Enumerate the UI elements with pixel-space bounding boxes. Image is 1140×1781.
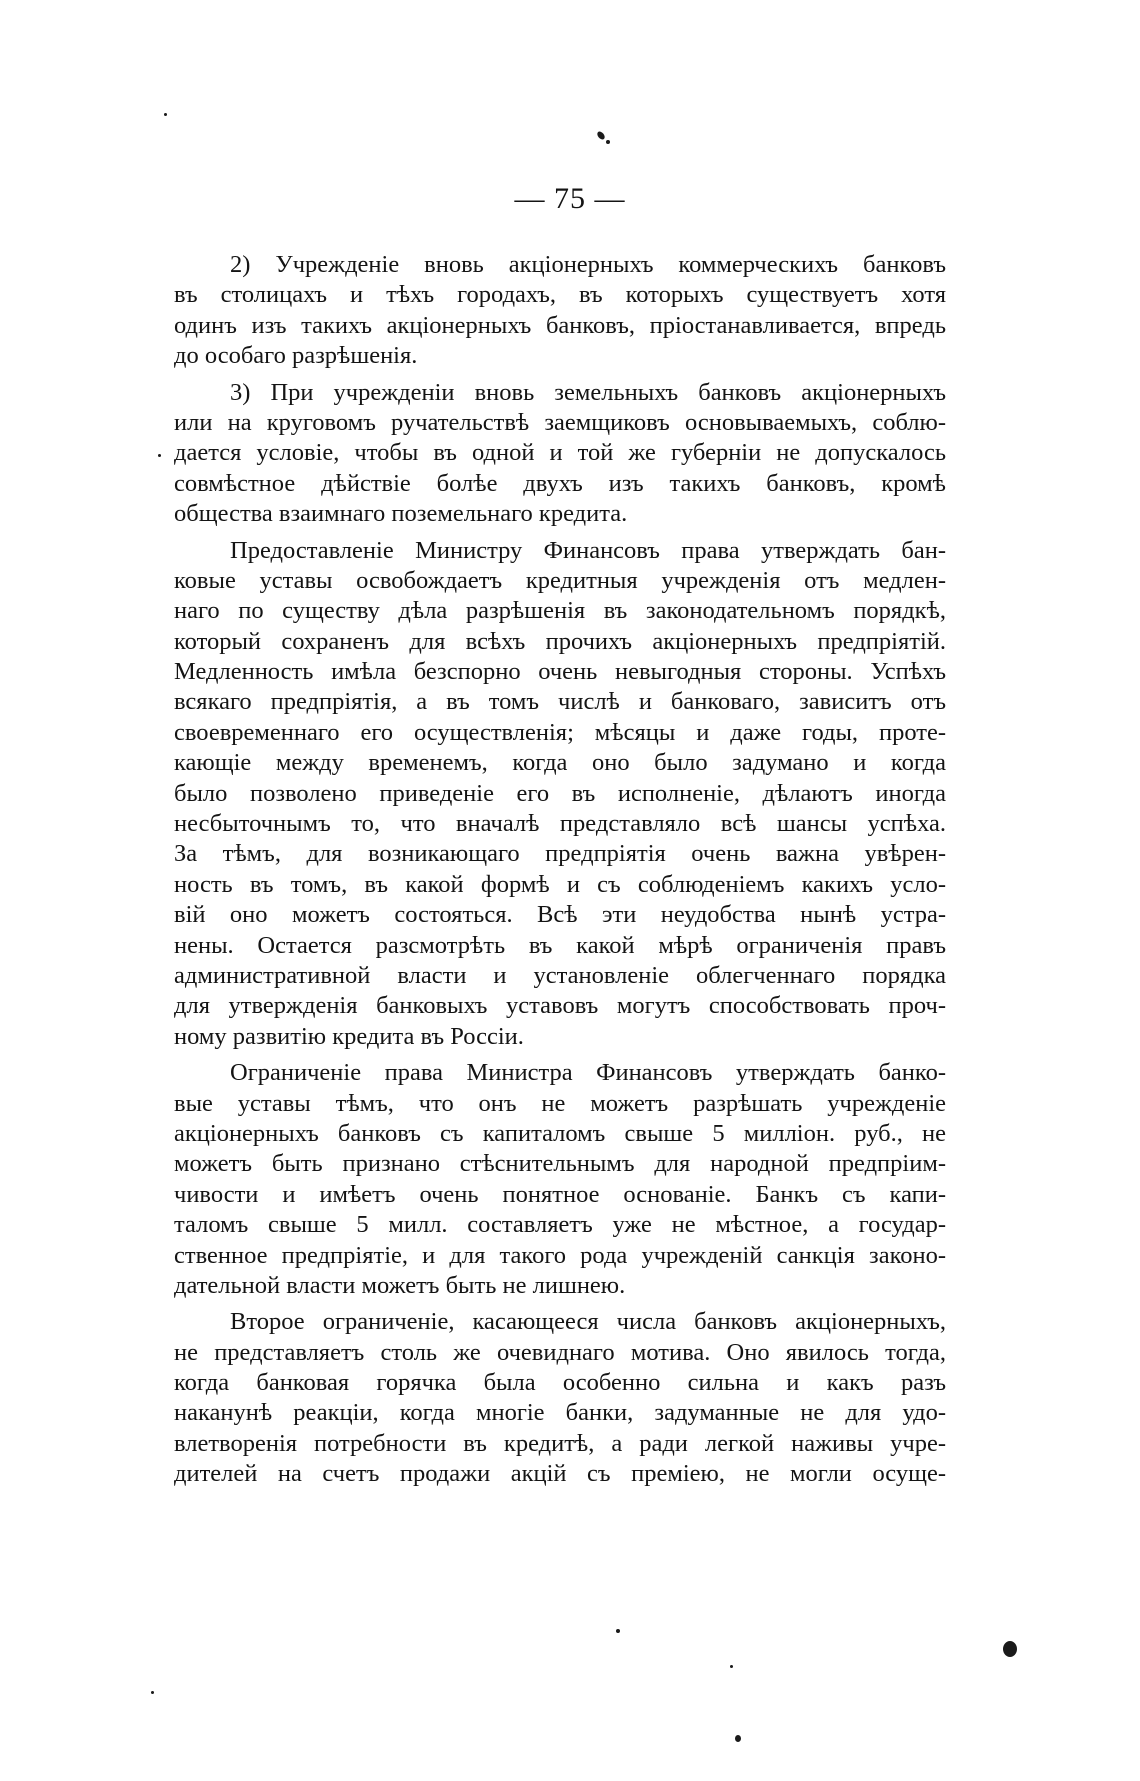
ink-speck [158, 454, 161, 457]
text-line: вые уставы тѣмъ, что онъ не можетъ разрѣшать учрежденіе [174, 1089, 946, 1117]
text-line: 2) Учрежденіе вновь акціонерныхъ коммерческихъ банковъ [230, 251, 946, 278]
text-line: дательной власти можетъ быть не лишнею. [174, 1271, 626, 1299]
ink-speck [616, 1629, 620, 1633]
text-line: Ограниченіе права Министра Финансовъ утверждать банко- [230, 1059, 946, 1087]
text-line: 3) При учрежденіи вновь земельныхъ банковъ акціонерныхъ [230, 378, 946, 406]
text-line: всякаго предпріятія, а въ томъ числѣ и банковаго, зависитъ отъ [174, 688, 946, 716]
text-line: своевременнаго его осуществленія; мѣсяцы и даже годы, проте- [174, 718, 946, 746]
text-line: не представляетъ столь же очевиднаго мотива. Оно явилось тогда, [174, 1338, 946, 1366]
text-line: наканунѣ реакціи, когда многіе банки, задуманные не для удо- [174, 1399, 946, 1427]
text-line: чивости и имѣетъ очень понятное основаніе. Банкъ съ капи- [174, 1180, 946, 1208]
ink-speck [164, 113, 167, 116]
text-line: Медленность имѣла безспорно очень невыгодныя стороны. Успѣхъ [174, 658, 946, 686]
page-number: — 75 — [514, 182, 626, 215]
text-line: вій оно можетъ состояться. Всѣ эти неудобства нынѣ устра- [174, 901, 946, 929]
text-line: нены. Остается разсмотрѣть въ какой мѣрѣ ограниченія правъ [174, 931, 946, 959]
paragraph [174, 536, 946, 1053]
paragraph [174, 1307, 946, 1489]
paragraph [174, 1058, 946, 1301]
text-line: было позволено приведеніе его въ исполненіе, дѣлаютъ иногда [174, 779, 946, 807]
text-line: или на круговомъ ручательствѣ заемщиковъ основываемыхъ, соблю- [174, 408, 946, 436]
ink-speck [151, 1691, 154, 1694]
text-line: Предоставленіе Министру Финансовъ права утверждать бан- [230, 536, 946, 564]
text-line: для утвержденія банковыхъ уставовъ могутъ способствовать проч- [174, 992, 946, 1020]
body-text [174, 250, 946, 1490]
text-line: несбыточнымъ то, что вначалѣ представляло всѣ шансы успѣха. [174, 810, 946, 838]
paragraph [174, 250, 946, 372]
paragraph [174, 378, 946, 530]
ink-speck [596, 130, 606, 141]
text-line: общества взаимнаго поземельнаго кредита. [174, 500, 628, 528]
text-line: ность въ томъ, въ какой формѣ и съ соблюденіемъ какихъ усло- [174, 870, 946, 898]
text-line: ному развитію кредита въ Россіи. [174, 1022, 524, 1050]
text-line: таломъ свыше 5 милл. составляетъ уже не мѣстное, а государ- [174, 1211, 946, 1239]
text-line: до особаго разрѣшенія. [174, 342, 418, 370]
ink-speck [735, 1735, 741, 1742]
text-line: административной власти и установленіе облегченнаго порядка [174, 961, 946, 989]
text-line: наго по существу дѣла разрѣшенія въ законодательномъ порядкѣ, [174, 597, 946, 625]
text-line: дается условіе, чтобы въ одной и той же губерніи не допускалось [174, 439, 946, 467]
text-line: одинъ изъ такихъ акціонерныхъ банковъ, пріостанавливается, впредь [174, 311, 946, 339]
text-line: ковые уставы освобождаетъ кредитныя учрежденія отъ медлен- [174, 566, 946, 594]
text-line: ственное предпріятіе, и для такого рода учрежденій санкція законо- [174, 1241, 946, 1269]
text-line: кающіе между временемъ, когда оно было задумано и когда [174, 749, 946, 777]
text-line: акціонерныхъ банковъ съ капиталомъ свыше 5 милліон. руб., не [174, 1119, 946, 1147]
text-line: въ столицахъ и тѣхъ городахъ, въ которыхъ существуетъ хотя [174, 281, 946, 309]
text-line: совмѣстное дѣйствіе болѣе двухъ изъ такихъ банковъ, кромѣ [174, 469, 946, 497]
ink-speck [606, 140, 610, 144]
ink-speck [1003, 1641, 1017, 1657]
text-line: можетъ быть признано стѣснительнымъ для народной предпріим- [174, 1150, 946, 1178]
text-line: дителей на счетъ продажи акцій съ преміею, не могли осуще- [174, 1460, 946, 1488]
ink-speck [730, 1665, 733, 1668]
text-line: когда банковая горячка была особенно сильна и какъ разъ [174, 1369, 946, 1397]
text-line: который сохраненъ для всѣхъ прочихъ акціонерныхъ предпріятій. [174, 627, 946, 655]
text-line: Второе ограниченіе, касающееся числа банковъ акціонерныхъ, [230, 1308, 946, 1336]
text-line: За тѣмъ, для возникающаго предпріятія очень важна увѣрен- [174, 840, 946, 868]
text-line: влетворенія потребности въ кредитѣ, а ради легкой наживы учре- [174, 1429, 946, 1457]
